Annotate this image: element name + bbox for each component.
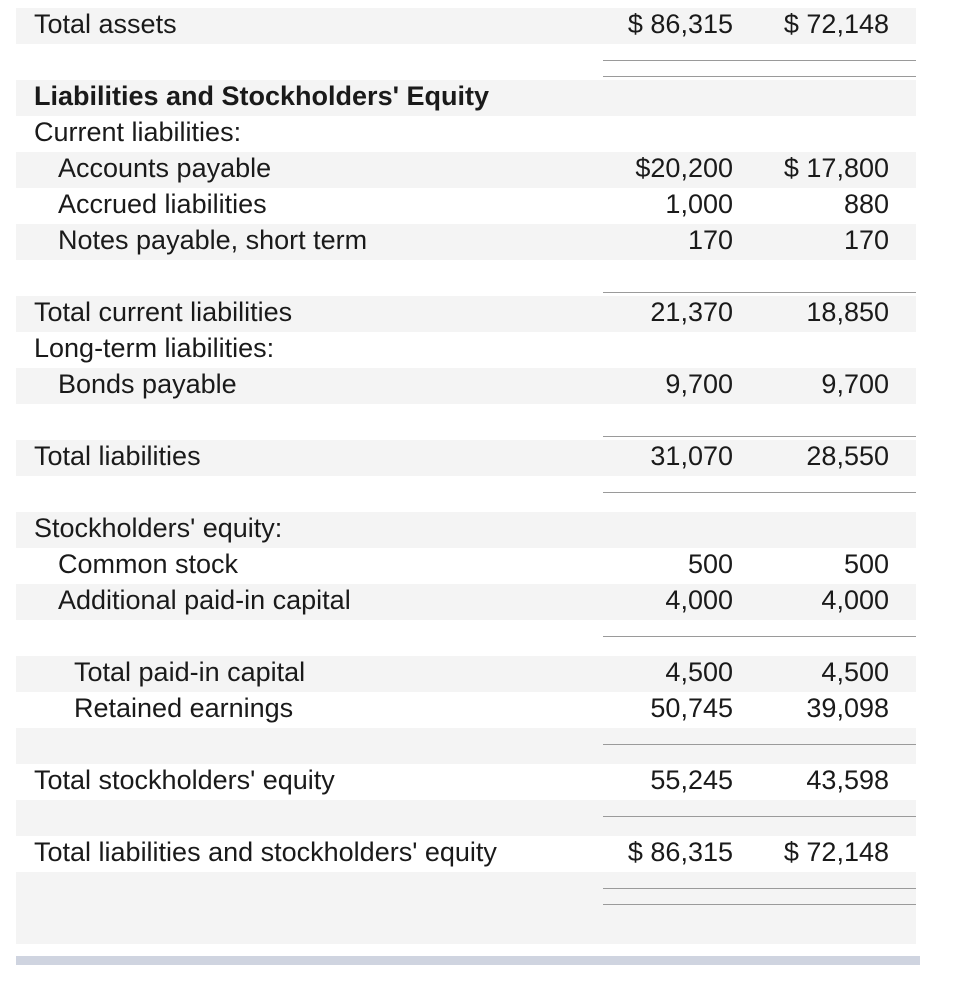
label-total-liabilities: Total liabilities (34, 441, 201, 471)
label-retained-earnings: Retained earnings (74, 693, 294, 723)
value-total-liabilities-prior: 28,550 (806, 441, 889, 471)
label-additional-paid-in-capital: Additional paid-in capital (58, 585, 351, 615)
value-total-liabilities-current: 31,070 (650, 441, 733, 471)
row-notes-payable (16, 224, 916, 260)
value-retained-earnings-prior: 39,098 (806, 693, 889, 723)
row-liabilities-heading (16, 80, 916, 116)
label-notes-payable: Notes payable, short term (58, 225, 368, 255)
value-accrued-liabilities-current: 1,000 (665, 189, 733, 219)
row-current-liabilities-heading (16, 116, 916, 152)
row-spacer (16, 404, 916, 440)
label-total-paid-in-capital: Total paid-in capital (74, 657, 306, 687)
row-spacer (16, 800, 916, 836)
value-total-paid-in-capital-current: 4,500 (665, 657, 733, 687)
subtotal-rule (603, 744, 916, 745)
label-accounts-payable: Accounts payable (58, 153, 272, 183)
row-stockholders-equity-heading (16, 512, 916, 548)
value-additional-paid-in-capital-current: 4,000 (665, 585, 733, 615)
value-total-current-liabilities-current: 21,370 (650, 297, 733, 327)
row-total-paid-in-capital (16, 656, 916, 692)
row-spacer (16, 44, 916, 80)
value-total-current-liabilities-prior: 18,850 (806, 297, 889, 327)
row-spacer (16, 620, 916, 656)
value-notes-payable-prior: 170 (843, 225, 889, 255)
bottom-scroll-bar (16, 956, 920, 965)
double-rule-top (603, 60, 916, 61)
value-total-liabilities-and-equity-current: $ 86,315 (627, 837, 733, 867)
row-total-stockholders-equity (16, 764, 916, 800)
row-accounts-payable (16, 152, 916, 188)
value-accrued-liabilities-prior: 880 (843, 189, 889, 219)
label-accrued-liabilities: Accrued liabilities (58, 189, 267, 219)
row-spacer (16, 728, 916, 764)
subsection-heading: Long-term liabilities: (34, 333, 275, 363)
value-total-paid-in-capital-prior: 4,500 (821, 657, 889, 687)
label-total-stockholders-equity: Total stockholders' equity (34, 765, 335, 795)
value-common-stock-prior: 500 (843, 549, 889, 579)
section-heading: Liabilities and Stockholders' Equity (34, 81, 490, 111)
subsection-heading: Current liabilities: (34, 117, 242, 147)
subtotal-rule (603, 436, 916, 437)
value-retained-earnings-current: 50,745 (650, 693, 733, 723)
value-total-stockholders-equity-prior: 43,598 (806, 765, 889, 795)
row-common-stock (16, 548, 916, 584)
value-common-stock-current: 500 (687, 549, 733, 579)
double-rule-bottom (603, 76, 916, 77)
row-spacer (16, 476, 916, 512)
row-long-term-liabilities-heading (16, 332, 916, 368)
label-total-current-liabilities: Total current liabilities (34, 297, 293, 327)
row-total-liabilities (16, 440, 916, 476)
value-total-assets-prior: $ 72,148 (783, 9, 889, 39)
row-total-assets (16, 8, 916, 44)
label-total-liabilities-and-equity: Total liabilities and stockholders' equity (34, 837, 497, 867)
value-additional-paid-in-capital-prior: 4,000 (821, 585, 889, 615)
double-rule-top (603, 888, 916, 889)
subsection-heading: Stockholders' equity: (34, 513, 283, 543)
value-accounts-payable-current: $20,200 (635, 153, 733, 183)
value-bonds-payable-prior: 9,700 (821, 369, 889, 399)
row-total-liabilities-and-equity (16, 836, 916, 872)
label-common-stock: Common stock (58, 549, 239, 579)
subtotal-rule (603, 292, 916, 293)
label-bonds-payable: Bonds payable (58, 369, 237, 399)
value-total-liabilities-and-equity-prior: $ 72,148 (783, 837, 889, 867)
balance-sheet-table (16, 8, 916, 944)
double-rule-bottom (603, 904, 916, 905)
value-accounts-payable-prior: $ 17,800 (783, 153, 889, 183)
row-additional-paid-in-capital (16, 584, 916, 620)
row-total-current-liabilities (16, 296, 916, 332)
value-bonds-payable-current: 9,700 (665, 369, 733, 399)
value-total-assets-current: $ 86,315 (627, 9, 733, 39)
row-spacer (16, 872, 916, 944)
value-notes-payable-current: 170 (687, 225, 733, 255)
subtotal-rule (603, 636, 916, 637)
subtotal-rule (603, 492, 916, 493)
row-retained-earnings (16, 692, 916, 728)
row-spacer (16, 260, 916, 296)
label-total-assets: Total assets (34, 9, 177, 39)
value-total-stockholders-equity-current: 55,245 (650, 765, 733, 795)
subtotal-rule (603, 816, 916, 817)
row-bonds-payable (16, 368, 916, 404)
row-accrued-liabilities (16, 188, 916, 224)
